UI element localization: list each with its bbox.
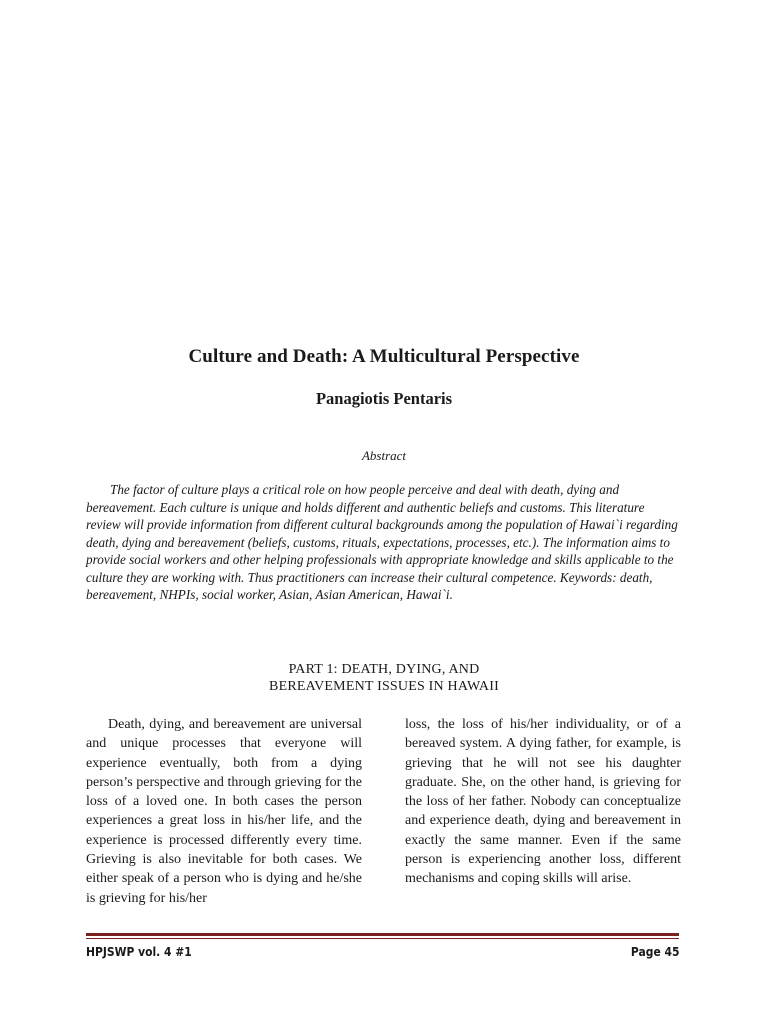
- footer-page-number: Page 45: [630, 944, 679, 959]
- article-author: Panagiotis Pentaris: [315, 389, 453, 408]
- section-heading-line-2: BEREAVEMENT ISSUES IN HAWAII: [269, 679, 499, 694]
- footer-rule-thin: [86, 938, 679, 939]
- abstract-heading: Abstract: [361, 448, 407, 463]
- body-column-right: loss, the loss of his/her individuality, or of a bereaved system. A dying father, for example, is grieving that he will not see his daughter graduate. She, on the other hand, is grieving for the loss of her father. Nobody can conceptualize and experience death, dying and bereavement in exactly the same manner. Even if the same person is experiencing another loss, different mechanisms and coping skills will arise.: [405, 717, 681, 887]
- abstract-text: The factor of culture plays a critical role on how people perceive and deal with death, dying and bereavement. Each culture is unique and holds different and authentic beliefs and customs. This literature review will provide information from different cultural backgrounds among the population of Hawai`i regarding death, dying and bereavement (beliefs, customs, rituals, expectations, processes, etc.). The information aims to provide social workers and other helping professionals with appropriate knowledge and skills applicable to the culture they are working with. Thus practitioners can increase their cultural competence. Keywords: death, bereavement, NHPIs, social worker, Asian, Asian American, Hawai`i.: [86, 482, 678, 602]
- section-heading: [0, 661, 768, 695]
- footer-rule-thick: [86, 933, 679, 936]
- section-heading-line-1: PART 1: DEATH, DYING, AND: [288, 662, 480, 677]
- footer-journal: HPJSWP vol. 4 #1: [86, 944, 192, 959]
- body-column-left: Death, dying, and bereavement are universal and unique processes that everyone will experience eventually, both from a dying person’s perspective and through grieving for the loss of a loved one. In both cases the person experiences a great loss in his/her life, and the experience is processed differently every time. Grieving is also inevitable for both cases. We either speak of a person who is dying and he/she is grieving for his/her: [86, 717, 362, 906]
- article-title: Culture and Death: A Multicultural Perspective: [188, 346, 580, 367]
